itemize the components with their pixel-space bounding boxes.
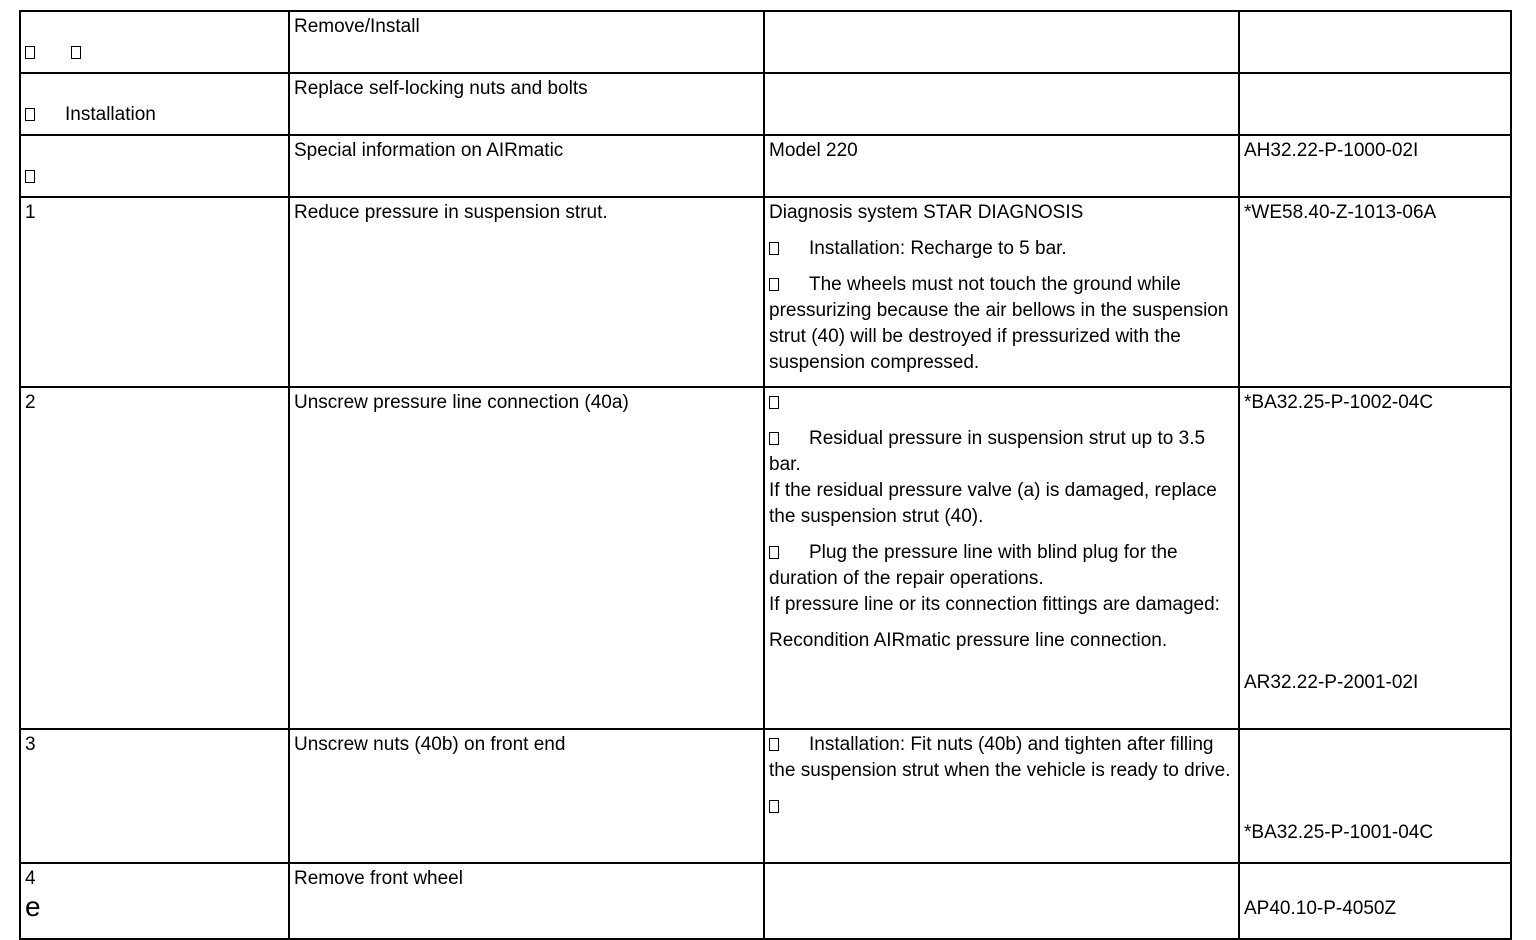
note-cell — [764, 73, 1239, 135]
step-number: 4 e — [20, 863, 289, 939]
note-icon — [769, 546, 779, 559]
reference-cell — [1239, 729, 1511, 863]
reference-cell — [1239, 387, 1511, 729]
operation-cell: Unscrew nuts (40b) on front end — [289, 729, 764, 863]
operation-cell: Reduce pressure in suspension strut. — [289, 197, 764, 387]
reference-link[interactable]: *BA32.25-P-1002-04C — [1244, 392, 1434, 413]
note-cell — [764, 387, 1239, 729]
table-row — [20, 863, 1511, 939]
note-item: The wheels must not touch the ground while pressurizing because the air bellows in the suspension strut (40) will be destroyed if pressurized with the suspension compressed. — [769, 274, 1229, 373]
note-cell — [764, 863, 1239, 939]
table-row — [20, 387, 1511, 729]
symbol-icon — [71, 46, 81, 59]
reference-cell — [1239, 11, 1511, 73]
operation-cell: Remove/Install — [289, 11, 764, 73]
note-item: Plug the pressure line with blind plug for the duration of the repair operations. If pressure line or its connection fittings are damaged: — [769, 542, 1220, 615]
reference-cell: AH32.22-P-1000-02I — [1239, 135, 1511, 197]
table-row — [20, 73, 1511, 135]
operation-cell: Remove front wheel — [289, 863, 764, 939]
step-cell — [20, 11, 289, 73]
warning-icon — [769, 278, 779, 291]
note-item: Installation: Recharge to 5 bar. — [769, 236, 1234, 262]
reference-cell — [1239, 73, 1511, 135]
note-item: Installation: Fit nuts (40b) and tighten after filling the suspension strut when the vehicle is ready to drive. — [769, 734, 1231, 781]
installation-icon — [769, 242, 779, 255]
symbol-icon — [25, 46, 35, 59]
step-number: 3 — [20, 729, 289, 863]
reference-cell — [1239, 863, 1511, 939]
note-cell — [764, 197, 1239, 387]
table-row — [20, 197, 1511, 387]
note-item: Residual pressure in suspension strut up to 3.5 bar. If the residual pressure valve (a) is damaged, replace the suspension strut (40). — [769, 428, 1217, 527]
note-item: Recondition AIRmatic pressure line connection. — [769, 630, 1168, 651]
note-item — [769, 794, 1234, 820]
installation-icon — [769, 738, 779, 751]
warning-icon — [769, 432, 779, 445]
step-cell — [20, 135, 289, 197]
table-row — [20, 11, 1511, 73]
step-number: 1 — [20, 197, 289, 387]
symbol-icon — [25, 170, 35, 183]
table-row — [20, 135, 1511, 197]
step-number: 2 — [20, 387, 289, 729]
note-item — [769, 390, 1234, 416]
note-cell — [764, 11, 1239, 73]
hazard-glyph: e — [25, 891, 41, 922]
reference-cell: *WE58.40-Z-1013-06A — [1239, 197, 1511, 387]
operation-cell: Special information on AIRmatic — [289, 135, 764, 197]
note-head: Diagnosis system STAR DIAGNOSIS — [769, 202, 1084, 223]
tool-icon — [769, 800, 779, 813]
note-cell — [764, 729, 1239, 863]
symbol-icon — [25, 108, 35, 121]
note-cell: Model 220 — [764, 135, 1239, 197]
step-cell — [20, 73, 289, 135]
step-label: Installation — [65, 104, 156, 125]
reference-link[interactable]: AP40.10-P-4050Z — [1244, 898, 1397, 919]
operation-cell: Unscrew pressure line connection (40a) — [289, 387, 764, 729]
procedure-table — [19, 10, 1512, 940]
operation-cell: Replace self-locking nuts and bolts — [289, 73, 764, 135]
table-row — [20, 729, 1511, 863]
tool-icon — [769, 396, 779, 409]
reference-link[interactable]: *BA32.25-P-1001-04C — [1244, 822, 1434, 843]
reference-link[interactable]: AR32.22-P-2001-02I — [1244, 672, 1419, 693]
